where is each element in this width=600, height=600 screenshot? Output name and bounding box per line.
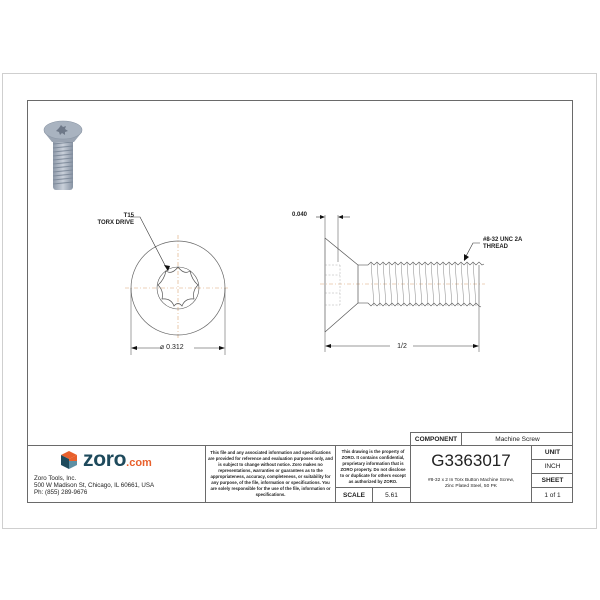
- head-height-dimension: 0.040: [292, 212, 308, 218]
- torx-drive-label: [94, 213, 134, 227]
- sheet-value: 1 of 1: [544, 491, 561, 499]
- diameter-symbol-icon: ⌀: [160, 344, 165, 351]
- description-line-1: #8-32 x 2 In Torx Button Machine Screw,: [427, 478, 515, 483]
- zoro-logo: [58, 447, 178, 473]
- component-value: Machine Screw: [495, 435, 540, 443]
- unit-value: INCH: [544, 463, 561, 470]
- front-view: [90, 205, 260, 355]
- zoro-cube-icon: [58, 449, 80, 471]
- company-address: 500 W Madison St, Chicago, IL 60661, USA: [34, 482, 155, 489]
- screw-side-view-icon: [280, 200, 510, 360]
- length-dimension: 1/2: [397, 343, 407, 350]
- screw-3d-icon: [38, 112, 88, 212]
- part-description: [411, 478, 531, 490]
- disclaimer-text: This file and any associated information and specifications are provided for reference and evaluation purposes only, and is subject to change without notice. Zoro makes no representations, warranties or guarantees as to the appropriateness, accuracy, completeness, or suitability for any purpose, of the file, information or specifications. You are solely responsible for the use of the file, information or specifications.: [208, 450, 333, 497]
- thread-spec-text: #8-32 UNC 2A: [483, 237, 523, 243]
- title-block-top-line: [27, 445, 573, 446]
- logo-suffix-text: .com: [126, 457, 152, 469]
- logo-divider: [205, 445, 206, 502]
- sheet-label: SHEET: [541, 477, 564, 484]
- screw-preview-render: [38, 112, 88, 212]
- part-number: G3363017: [431, 451, 511, 470]
- side-view: [280, 200, 510, 360]
- thread-text: THREAD: [483, 244, 508, 250]
- scale-value: 5.61: [385, 491, 398, 499]
- property-notice-text: This drawing is the property of ZORO. It contains confidential, proprietary information that is ZORO property. Do not disclose to or duplicate for others except as authorized by ZORO.: [340, 449, 406, 484]
- company-phone: Ph: (855) 289-9676: [34, 489, 88, 496]
- torx-head-front-view-icon: [90, 205, 260, 355]
- thread-spec-label: [483, 237, 563, 251]
- description-line-2: Zinc Plated Steel, 50 PK: [445, 484, 497, 489]
- diameter-value: 0.312: [166, 344, 184, 351]
- component-label: COMPONENT: [414, 435, 458, 443]
- diameter-dimension: [160, 344, 200, 351]
- torx-size-text: T15: [123, 213, 134, 219]
- company-info: [34, 475, 204, 496]
- unit-label: UNIT: [544, 449, 561, 456]
- scale-label: SCALE: [342, 491, 366, 499]
- logo-brand-text: zoro: [83, 448, 127, 471]
- company-name: Zoro Tools, Inc.: [34, 475, 77, 482]
- torx-drive-text: TORX DRIVE: [97, 220, 134, 226]
